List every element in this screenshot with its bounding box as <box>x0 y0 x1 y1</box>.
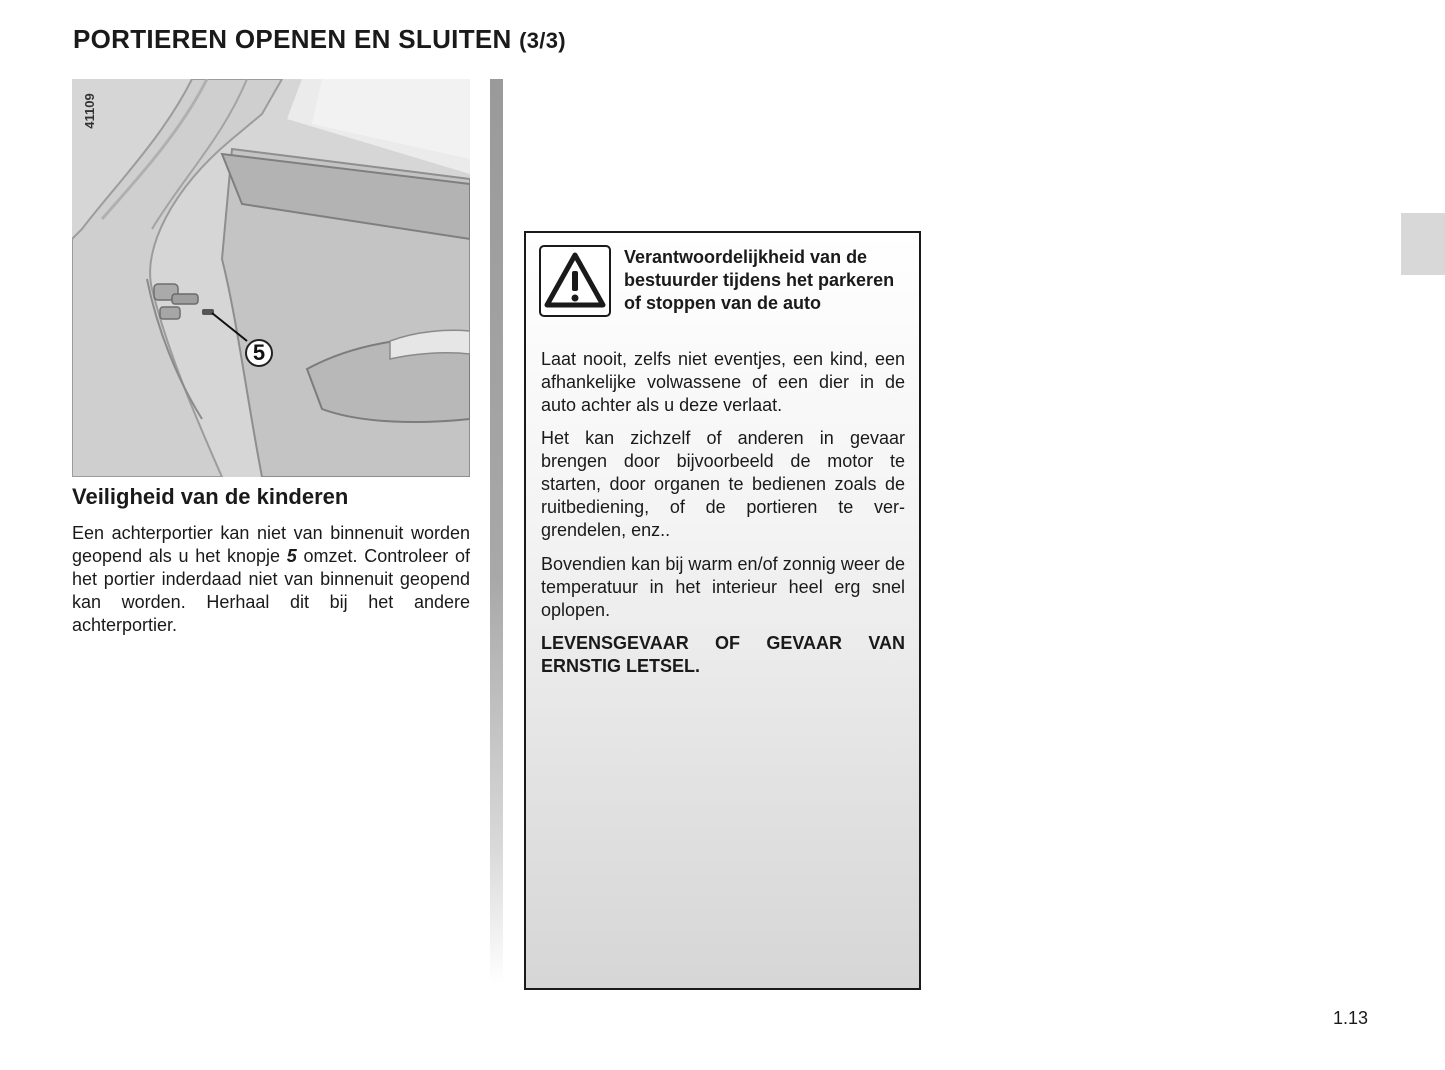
chapter-tab <box>1401 213 1445 275</box>
warning-box <box>524 231 921 990</box>
section-heading: Veiligheid van de kinderen <box>72 484 349 509</box>
warning-title: Verantwoordelijkheid van de bestuurder tijdens het parkeren of stoppen van de auto <box>624 247 895 313</box>
section-body <box>72 522 470 637</box>
warning-triangle-icon-svg <box>541 247 609 315</box>
warning-paragraph-3: Bovendien kan bij warm en/of zonnig weer de temperatuur in het interieur heel erg snel oplopen. <box>541 554 905 620</box>
page-number: 1.13 <box>1333 1008 1369 1028</box>
section-body-end: omzet. Controleer of het portier inderdaad niet van binnenuit geopend kan worden. Herhaal dit bij het andere achterportier. <box>72 546 470 635</box>
figure-number: 41109 <box>81 93 97 129</box>
page-title-main: PORTIEREN OPENEN EN SLUITEN <box>73 24 512 54</box>
page-title-part: (3/3) <box>519 28 566 53</box>
warning-paragraph-1: Laat nooit, zelfs niet eventjes, een kind, een afhankelijke volwassene of een dier in de auto achter als u deze verlaat. <box>541 349 905 415</box>
warning-paragraph-2: Het kan zichzelf of anderen in gevaar brengen door bijvoorbeeld de motor te starten, door organen te bedienen zoals de ruitbediening, of de portieren te vergrendelen, enz.. <box>541 428 905 540</box>
section-body-start: Een achterportier kan niet van binnenuit worden geopend als u het knopje <box>72 523 470 566</box>
door-drawing <box>72 79 470 477</box>
column-divider <box>490 79 503 984</box>
warning-triangle-icon <box>539 245 611 317</box>
door-illustration <box>72 79 470 477</box>
button-reference: 5 <box>286 546 297 566</box>
warning-paragraph-4: LEVENSGEVAAR OF GEVAAR VAN ERNSTIG LETSEL. <box>541 633 905 676</box>
page-title <box>73 24 566 55</box>
callout-5: 5 <box>245 339 273 367</box>
